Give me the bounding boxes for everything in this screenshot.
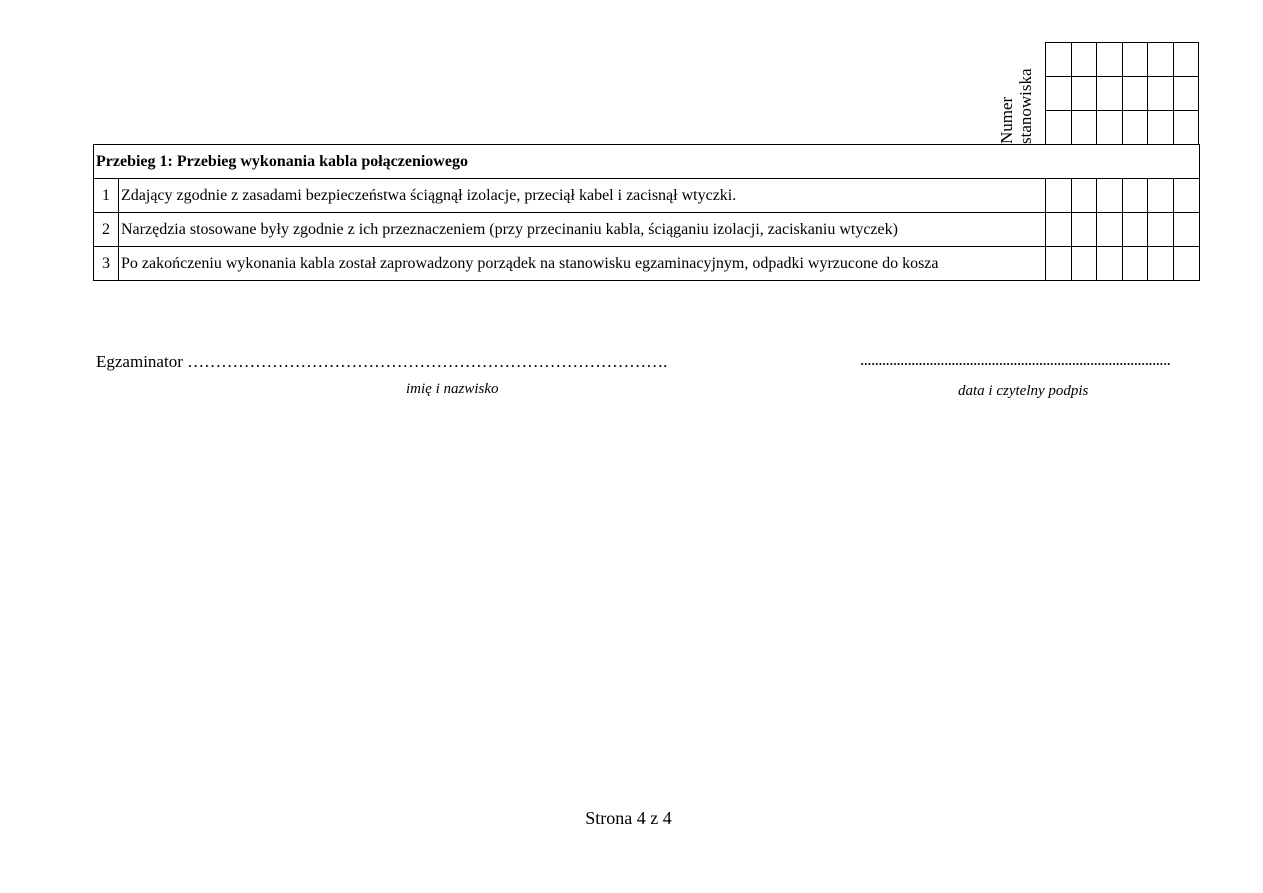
station-grid-cell[interactable] <box>1071 43 1097 77</box>
score-cell[interactable] <box>1097 247 1123 281</box>
table-row <box>94 179 1200 213</box>
row-description: Narzędzia stosowane były zgodnie z ich przeznaczeniem (przy przecinaniu kabla, ściąganiu izolacji, zaciskaniu wtyczek) <box>119 213 1046 247</box>
score-cell[interactable] <box>1122 247 1148 281</box>
row-number: 1 <box>94 179 119 213</box>
station-grid-cell[interactable] <box>1173 77 1199 111</box>
station-number-label <box>992 42 1040 144</box>
station-grid-cell[interactable] <box>1148 77 1174 111</box>
examiner-label: Egzaminator <box>96 352 183 371</box>
score-cell[interactable] <box>1173 247 1200 281</box>
score-cell[interactable] <box>1046 179 1072 213</box>
score-cell[interactable] <box>1097 179 1123 213</box>
score-cell[interactable] <box>1046 247 1072 281</box>
score-cell[interactable] <box>1148 213 1174 247</box>
station-grid-cell[interactable] <box>1097 111 1123 145</box>
station-grid-cell[interactable] <box>1148 111 1174 145</box>
date-signature-field[interactable]: ..................................................................................... <box>860 350 1171 369</box>
section-header-row <box>94 145 1200 179</box>
station-grid-row <box>1046 43 1199 77</box>
row-description: Zdający zgodnie z zasadami bezpieczeństwa ściągnął izolacje, przeciął kabel i zacisnął wtyczki. <box>119 179 1046 213</box>
table-row <box>94 247 1200 281</box>
station-grid-cell[interactable] <box>1173 111 1199 145</box>
score-cell[interactable] <box>1122 213 1148 247</box>
station-grid-cell[interactable] <box>1122 43 1148 77</box>
row-number: 2 <box>94 213 119 247</box>
station-grid-row <box>1046 111 1199 145</box>
station-grid-cell[interactable] <box>1071 111 1097 145</box>
score-cell[interactable] <box>1173 213 1200 247</box>
examiner-name-field[interactable]: …………………………………………………………………………. <box>187 352 668 371</box>
station-grid-cell[interactable] <box>1097 43 1123 77</box>
station-label-line1: Numer <box>997 96 1016 144</box>
score-cell[interactable] <box>1148 247 1174 281</box>
station-grid-cell[interactable] <box>1046 77 1072 111</box>
station-grid-cell[interactable] <box>1148 43 1174 77</box>
station-number-grid <box>1045 42 1199 145</box>
examiner-line <box>96 352 667 372</box>
name-caption: imię i nazwisko <box>406 381 499 397</box>
score-cell[interactable] <box>1071 213 1097 247</box>
table-row <box>94 213 1200 247</box>
score-cell[interactable] <box>1148 179 1174 213</box>
station-grid-cell[interactable] <box>1097 77 1123 111</box>
station-grid-cell[interactable] <box>1071 77 1097 111</box>
station-grid-cell[interactable] <box>1122 111 1148 145</box>
station-label-line2: stanowiska <box>1016 68 1035 144</box>
station-grid-cell[interactable] <box>1046 111 1072 145</box>
score-cell[interactable] <box>1071 247 1097 281</box>
score-cell[interactable] <box>1046 213 1072 247</box>
station-grid-cell[interactable] <box>1046 43 1072 77</box>
assessment-table <box>93 144 1200 281</box>
date-caption: data i czytelny podpis <box>958 383 1089 399</box>
score-cell[interactable] <box>1122 179 1148 213</box>
station-grid-cell[interactable] <box>1173 43 1199 77</box>
page-number: Strona 4 z 4 <box>585 808 672 828</box>
section-title: Przebieg 1: Przebieg wykonania kabla połączeniowego <box>94 145 1200 179</box>
score-cell[interactable] <box>1173 179 1200 213</box>
row-description: Po zakończeniu wykonania kabla został zaprowadzony porządek na stanowisku egzaminacyjnym, odpadki wyrzucone do kosza <box>119 247 1046 281</box>
score-cell[interactable] <box>1071 179 1097 213</box>
row-number: 3 <box>94 247 119 281</box>
station-grid-row <box>1046 77 1199 111</box>
station-grid-cell[interactable] <box>1122 77 1148 111</box>
score-cell[interactable] <box>1097 213 1123 247</box>
